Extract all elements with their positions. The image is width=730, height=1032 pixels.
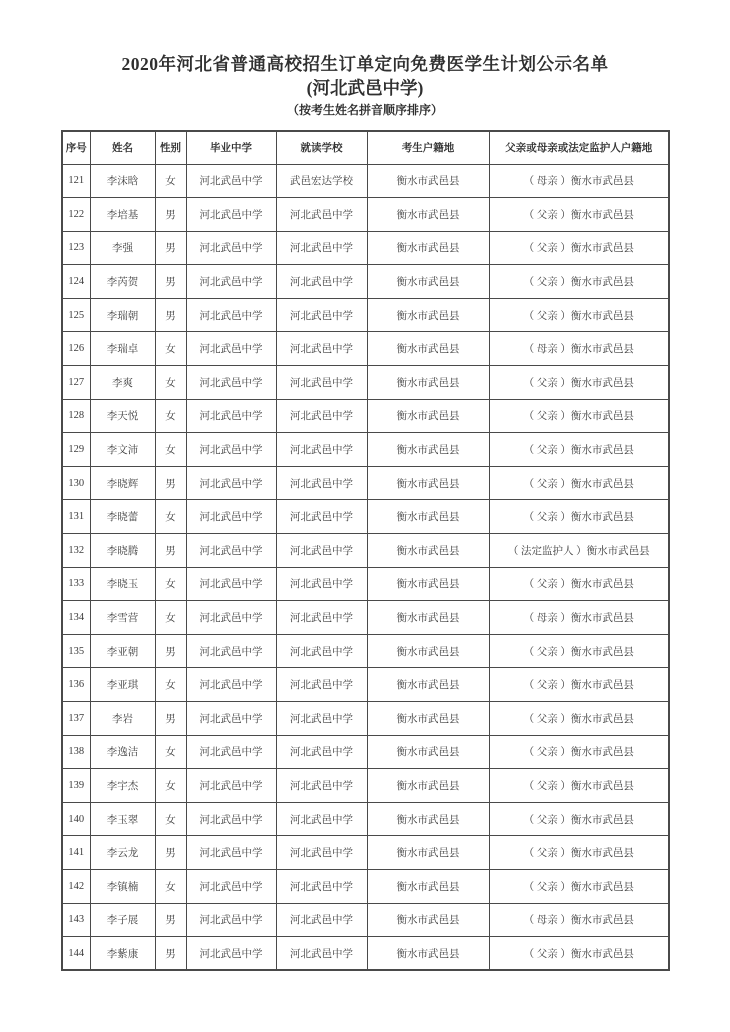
- table-row: [62, 366, 669, 400]
- cell-number: 143: [62, 903, 90, 937]
- cell-graduated-school: 河北武邑中学: [186, 634, 276, 668]
- cell-candidate-residence: 衡水市武邑县: [367, 802, 489, 836]
- cell-guardian-residence: （ 法定监护人 ）衡水市武邑县: [489, 534, 669, 568]
- cell-graduated-school: 河北武邑中学: [186, 601, 276, 635]
- cell-name: 李晓玉: [90, 567, 155, 601]
- cell-gender: 男: [155, 937, 186, 971]
- cell-graduated-school: 河北武邑中学: [186, 466, 276, 500]
- cell-attending-school: 河北武邑中学: [276, 634, 367, 668]
- cell-gender: 女: [155, 769, 186, 803]
- cell-gender: 男: [155, 634, 186, 668]
- cell-guardian-residence: （ 母亲 ）衡水市武邑县: [489, 164, 669, 198]
- table-header-row: [62, 131, 669, 164]
- cell-candidate-residence: 衡水市武邑县: [367, 231, 489, 265]
- cell-attending-school: 河北武邑中学: [276, 265, 367, 299]
- cell-guardian-residence: （ 母亲 ）衡水市武邑县: [489, 332, 669, 366]
- table-row: [62, 399, 669, 433]
- cell-name: 李天悦: [90, 399, 155, 433]
- cell-attending-school: 河北武邑中学: [276, 534, 367, 568]
- cell-name: 李逸洁: [90, 735, 155, 769]
- cell-graduated-school: 河北武邑中学: [186, 198, 276, 232]
- cell-graduated-school: 河北武邑中学: [186, 702, 276, 736]
- column-header-candidate-residence: 考生户籍地: [367, 131, 489, 164]
- cell-graduated-school: 河北武邑中学: [186, 265, 276, 299]
- table-row: [62, 702, 669, 736]
- cell-gender: 男: [155, 298, 186, 332]
- table-row: [62, 769, 669, 803]
- cell-attending-school: 河北武邑中学: [276, 735, 367, 769]
- cell-gender: 男: [155, 702, 186, 736]
- cell-number: 127: [62, 366, 90, 400]
- cell-candidate-residence: 衡水市武邑县: [367, 836, 489, 870]
- table-row: [62, 937, 669, 971]
- table-row: [62, 500, 669, 534]
- cell-number: 125: [62, 298, 90, 332]
- cell-candidate-residence: 衡水市武邑县: [367, 769, 489, 803]
- cell-number: 135: [62, 634, 90, 668]
- cell-candidate-residence: 衡水市武邑县: [367, 534, 489, 568]
- cell-gender: 女: [155, 366, 186, 400]
- table-row: [62, 601, 669, 635]
- cell-attending-school: 河北武邑中学: [276, 366, 367, 400]
- cell-name: 李子展: [90, 903, 155, 937]
- cell-graduated-school: 河北武邑中学: [186, 769, 276, 803]
- cell-gender: 女: [155, 433, 186, 467]
- sort-order-note: （按考生姓名拼音顺序排序）: [286, 103, 443, 117]
- table-row: [62, 869, 669, 903]
- cell-gender: 女: [155, 869, 186, 903]
- column-header-attending-school: 就读学校: [276, 131, 367, 164]
- cell-graduated-school: 河北武邑中学: [186, 836, 276, 870]
- cell-guardian-residence: （ 父亲 ）衡水市武邑县: [489, 466, 669, 500]
- cell-name: 李紫康: [90, 937, 155, 971]
- cell-number: 121: [62, 164, 90, 198]
- table-row: [62, 298, 669, 332]
- cell-guardian-residence: （ 父亲 ）衡水市武邑县: [489, 366, 669, 400]
- cell-attending-school: 河北武邑中学: [276, 433, 367, 467]
- cell-candidate-residence: 衡水市武邑县: [367, 332, 489, 366]
- cell-attending-school: 河北武邑中学: [276, 500, 367, 534]
- cell-name: 李亚琪: [90, 668, 155, 702]
- cell-attending-school: 河北武邑中学: [276, 466, 367, 500]
- cell-name: 李云龙: [90, 836, 155, 870]
- cell-candidate-residence: 衡水市武邑县: [367, 433, 489, 467]
- cell-name: 李爽: [90, 366, 155, 400]
- cell-gender: 女: [155, 668, 186, 702]
- cell-attending-school: 河北武邑中学: [276, 769, 367, 803]
- cell-guardian-residence: （ 父亲 ）衡水市武邑县: [489, 869, 669, 903]
- table-row: [62, 534, 669, 568]
- table-row: [62, 231, 669, 265]
- cell-name: 李玉翠: [90, 802, 155, 836]
- cell-candidate-residence: 衡水市武邑县: [367, 869, 489, 903]
- table-body: [62, 164, 669, 970]
- cell-attending-school: 河北武邑中学: [276, 802, 367, 836]
- cell-number: 139: [62, 769, 90, 803]
- table-row: [62, 836, 669, 870]
- cell-number: 141: [62, 836, 90, 870]
- page-title: 2020年河北省普通高校招生订单定向免费医学生计划公示名单: [121, 54, 609, 74]
- table-row: [62, 433, 669, 467]
- cell-gender: 男: [155, 231, 186, 265]
- cell-guardian-residence: （ 父亲 ）衡水市武邑县: [489, 802, 669, 836]
- cell-number: 140: [62, 802, 90, 836]
- cell-name: 李瑞卓: [90, 332, 155, 366]
- cell-graduated-school: 河北武邑中学: [186, 869, 276, 903]
- cell-candidate-residence: 衡水市武邑县: [367, 298, 489, 332]
- cell-candidate-residence: 衡水市武邑县: [367, 702, 489, 736]
- cell-candidate-residence: 衡水市武邑县: [367, 500, 489, 534]
- cell-attending-school: 河北武邑中学: [276, 399, 367, 433]
- table-row: [62, 164, 669, 198]
- column-header-gender: 性别: [155, 131, 186, 164]
- cell-gender: 男: [155, 466, 186, 500]
- cell-number: 122: [62, 198, 90, 232]
- cell-name: 李文沛: [90, 433, 155, 467]
- cell-candidate-residence: 衡水市武邑县: [367, 601, 489, 635]
- cell-guardian-residence: （ 父亲 ）衡水市武邑县: [489, 433, 669, 467]
- title-block: [0, 52, 730, 119]
- cell-number: 123: [62, 231, 90, 265]
- cell-attending-school: 河北武邑中学: [276, 702, 367, 736]
- cell-gender: 女: [155, 567, 186, 601]
- cell-guardian-residence: （ 父亲 ）衡水市武邑县: [489, 937, 669, 971]
- cell-candidate-residence: 衡水市武邑县: [367, 265, 489, 299]
- cell-candidate-residence: 衡水市武邑县: [367, 399, 489, 433]
- cell-graduated-school: 河北武邑中学: [186, 567, 276, 601]
- cell-name: 李宇杰: [90, 769, 155, 803]
- cell-name: 李岩: [90, 702, 155, 736]
- cell-graduated-school: 河北武邑中学: [186, 399, 276, 433]
- cell-gender: 女: [155, 802, 186, 836]
- cell-graduated-school: 河北武邑中学: [186, 433, 276, 467]
- cell-attending-school: 河北武邑中学: [276, 903, 367, 937]
- cell-number: 130: [62, 466, 90, 500]
- table-header: [62, 131, 669, 164]
- cell-gender: 男: [155, 836, 186, 870]
- cell-graduated-school: 河北武邑中学: [186, 903, 276, 937]
- cell-guardian-residence: （ 母亲 ）衡水市武邑县: [489, 601, 669, 635]
- cell-number: 144: [62, 937, 90, 971]
- cell-attending-school: 武邑宏达学校: [276, 164, 367, 198]
- cell-candidate-residence: 衡水市武邑县: [367, 567, 489, 601]
- cell-candidate-residence: 衡水市武邑县: [367, 735, 489, 769]
- cell-graduated-school: 河北武邑中学: [186, 534, 276, 568]
- column-header-guardian-residence: 父亲或母亲或法定监护人户籍地: [489, 131, 669, 164]
- column-header-number: 序号: [62, 131, 90, 164]
- cell-name: 李瑞朝: [90, 298, 155, 332]
- cell-attending-school: 河北武邑中学: [276, 332, 367, 366]
- cell-attending-school: 河北武邑中学: [276, 601, 367, 635]
- cell-candidate-residence: 衡水市武邑县: [367, 937, 489, 971]
- cell-guardian-residence: （ 父亲 ）衡水市武邑县: [489, 836, 669, 870]
- cell-name: 李亚朝: [90, 634, 155, 668]
- cell-candidate-residence: 衡水市武邑县: [367, 366, 489, 400]
- cell-gender: 男: [155, 903, 186, 937]
- cell-guardian-residence: （ 父亲 ）衡水市武邑县: [489, 735, 669, 769]
- cell-graduated-school: 河北武邑中学: [186, 735, 276, 769]
- cell-number: 128: [62, 399, 90, 433]
- table-row: [62, 265, 669, 299]
- table-row: [62, 332, 669, 366]
- student-roster-table: [61, 130, 670, 971]
- cell-number: 133: [62, 567, 90, 601]
- cell-guardian-residence: （ 父亲 ）衡水市武邑县: [489, 702, 669, 736]
- cell-guardian-residence: （ 父亲 ）衡水市武邑县: [489, 231, 669, 265]
- cell-graduated-school: 河北武邑中学: [186, 500, 276, 534]
- cell-attending-school: 河北武邑中学: [276, 231, 367, 265]
- column-header-graduated-school: 毕业中学: [186, 131, 276, 164]
- cell-graduated-school: 河北武邑中学: [186, 802, 276, 836]
- cell-guardian-residence: （ 父亲 ）衡水市武邑县: [489, 668, 669, 702]
- cell-name: 李镇楠: [90, 869, 155, 903]
- cell-graduated-school: 河北武邑中学: [186, 332, 276, 366]
- cell-number: 129: [62, 433, 90, 467]
- cell-gender: 男: [155, 534, 186, 568]
- cell-name: 李沫晗: [90, 164, 155, 198]
- cell-number: 132: [62, 534, 90, 568]
- cell-attending-school: 河北武邑中学: [276, 567, 367, 601]
- cell-number: 124: [62, 265, 90, 299]
- cell-graduated-school: 河北武邑中学: [186, 937, 276, 971]
- table-row: [62, 634, 669, 668]
- cell-gender: 女: [155, 399, 186, 433]
- cell-graduated-school: 河北武邑中学: [186, 668, 276, 702]
- table-row: [62, 198, 669, 232]
- cell-guardian-residence: （ 父亲 ）衡水市武邑县: [489, 769, 669, 803]
- cell-gender: 女: [155, 500, 186, 534]
- column-header-name: 姓名: [90, 131, 155, 164]
- cell-attending-school: 河北武邑中学: [276, 668, 367, 702]
- cell-number: 131: [62, 500, 90, 534]
- cell-candidate-residence: 衡水市武邑县: [367, 198, 489, 232]
- cell-candidate-residence: 衡水市武邑县: [367, 903, 489, 937]
- cell-number: 126: [62, 332, 90, 366]
- cell-graduated-school: 河北武邑中学: [186, 298, 276, 332]
- cell-name: 李芮贺: [90, 265, 155, 299]
- cell-gender: 女: [155, 164, 186, 198]
- table-row: [62, 735, 669, 769]
- cell-name: 李晓辉: [90, 466, 155, 500]
- cell-guardian-residence: （ 父亲 ）衡水市武邑县: [489, 298, 669, 332]
- cell-candidate-residence: 衡水市武邑县: [367, 466, 489, 500]
- cell-candidate-residence: 衡水市武邑县: [367, 634, 489, 668]
- cell-graduated-school: 河北武邑中学: [186, 231, 276, 265]
- table-row: [62, 466, 669, 500]
- cell-guardian-residence: （ 父亲 ）衡水市武邑县: [489, 500, 669, 534]
- cell-attending-school: 河北武邑中学: [276, 937, 367, 971]
- cell-attending-school: 河北武邑中学: [276, 298, 367, 332]
- cell-name: 李强: [90, 231, 155, 265]
- table-row: [62, 802, 669, 836]
- cell-name: 李晓腾: [90, 534, 155, 568]
- cell-graduated-school: 河北武邑中学: [186, 164, 276, 198]
- cell-gender: 男: [155, 198, 186, 232]
- table-row: [62, 668, 669, 702]
- cell-guardian-residence: （ 母亲 ）衡水市武邑县: [489, 903, 669, 937]
- cell-number: 137: [62, 702, 90, 736]
- cell-guardian-residence: （ 父亲 ）衡水市武邑县: [489, 399, 669, 433]
- table-row: [62, 567, 669, 601]
- cell-number: 136: [62, 668, 90, 702]
- cell-guardian-residence: （ 父亲 ）衡水市武邑县: [489, 198, 669, 232]
- cell-gender: 女: [155, 332, 186, 366]
- cell-candidate-residence: 衡水市武邑县: [367, 668, 489, 702]
- cell-gender: 女: [155, 735, 186, 769]
- cell-number: 134: [62, 601, 90, 635]
- cell-name: 李晓蕾: [90, 500, 155, 534]
- cell-guardian-residence: （ 父亲 ）衡水市武邑县: [489, 634, 669, 668]
- cell-graduated-school: 河北武邑中学: [186, 366, 276, 400]
- cell-number: 138: [62, 735, 90, 769]
- cell-name: 李雪营: [90, 601, 155, 635]
- cell-gender: 女: [155, 601, 186, 635]
- cell-name: 李培基: [90, 198, 155, 232]
- cell-attending-school: 河北武邑中学: [276, 836, 367, 870]
- cell-number: 142: [62, 869, 90, 903]
- cell-gender: 男: [155, 265, 186, 299]
- cell-attending-school: 河北武邑中学: [276, 198, 367, 232]
- cell-guardian-residence: （ 父亲 ）衡水市武邑县: [489, 567, 669, 601]
- cell-candidate-residence: 衡水市武邑县: [367, 164, 489, 198]
- page-subtitle: (河北武邑中学): [306, 78, 424, 99]
- cell-attending-school: 河北武邑中学: [276, 869, 367, 903]
- cell-guardian-residence: （ 父亲 ）衡水市武邑县: [489, 265, 669, 299]
- table-row: [62, 903, 669, 937]
